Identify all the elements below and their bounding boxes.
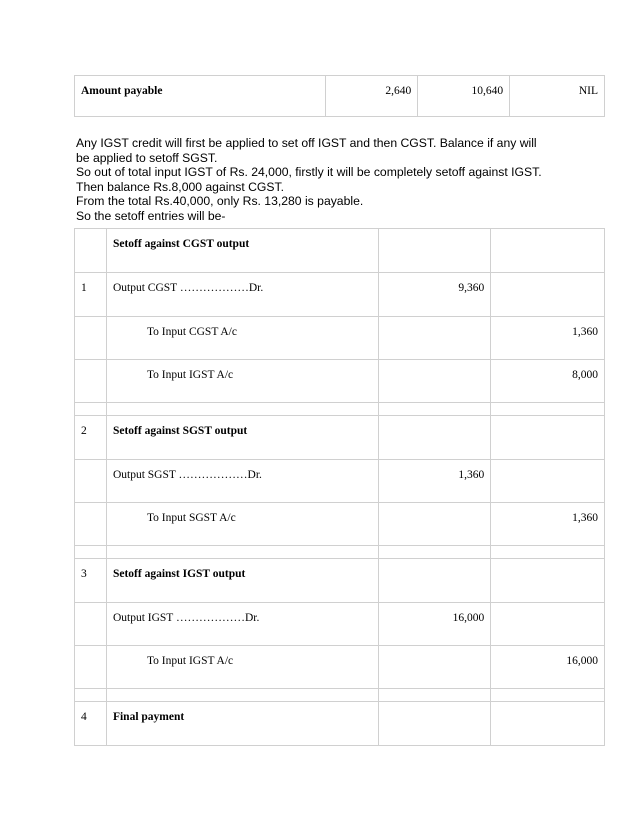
cell-debit: [379, 229, 491, 273]
credit-label: To Input SGST A/c: [106, 503, 378, 546]
credit-amount: 1,360: [491, 317, 605, 360]
debit-label: Output SGST ………………Dr.: [106, 460, 378, 503]
cell-num: [75, 317, 107, 360]
table-row: [75, 460, 605, 503]
spacer-cell: [106, 689, 378, 702]
amount-sgst-value: 10,640: [418, 76, 510, 117]
cell-credit: [491, 559, 605, 603]
spacer-cell: [379, 689, 491, 702]
spacer-cell: [75, 689, 107, 702]
cell-credit: [491, 603, 605, 646]
credit-label: To Input IGST A/c: [106, 360, 378, 403]
table-row: [75, 689, 605, 702]
table-row: [75, 416, 605, 460]
amount-payable-label: Amount payable: [75, 76, 326, 117]
entry-number: 4: [75, 702, 107, 746]
cell-debit: [379, 416, 491, 460]
spacer-cell: [75, 403, 107, 416]
cell-num: [75, 646, 107, 689]
explanation-paragraph: [76, 136, 596, 224]
table-row: [75, 702, 605, 746]
table-row: [75, 603, 605, 646]
cell-credit: [491, 273, 605, 317]
cgst-setoff-header: Setoff against CGST output: [106, 229, 378, 273]
table-row: [75, 403, 605, 416]
credit-amount: 1,360: [491, 503, 605, 546]
entry-number: 1: [75, 273, 107, 317]
cell-credit: [491, 416, 605, 460]
table-row: [75, 76, 605, 117]
paragraph-line: So out of total input IGST of Rs. 24,000, firstly it will be completely setoff against IGST.: [76, 165, 542, 180]
table-row: [75, 546, 605, 559]
debit-amount: 9,360: [379, 273, 491, 317]
paragraph-line: Then balance Rs.8,000 against CGST.: [76, 179, 284, 194]
table-row: [75, 229, 605, 273]
final-payment-header: Final payment: [106, 702, 378, 746]
cell-debit: [379, 317, 491, 360]
entry-number: 2: [75, 416, 107, 460]
spacer-cell: [106, 546, 378, 559]
table-row: [75, 360, 605, 403]
amount-cgst-value: 2,640: [326, 76, 418, 117]
debit-amount: 1,360: [379, 460, 491, 503]
igst-setoff-header: Setoff against IGST output: [106, 559, 378, 603]
debit-amount: 16,000: [379, 603, 491, 646]
cell-debit: [379, 646, 491, 689]
credit-label: To Input IGST A/c: [106, 646, 378, 689]
table-row: [75, 646, 605, 689]
spacer-cell: [491, 403, 605, 416]
credit-label: To Input CGST A/c: [106, 317, 378, 360]
cell-num: [75, 360, 107, 403]
cell-credit: [491, 702, 605, 746]
credit-amount: 8,000: [491, 360, 605, 403]
cell-num: [75, 503, 107, 546]
amount-payable-table: [74, 75, 605, 117]
paragraph-line: So the setoff entries will be-: [76, 208, 226, 223]
spacer-cell: [491, 689, 605, 702]
spacer-cell: [106, 403, 378, 416]
cell-debit: [379, 559, 491, 603]
cell-debit: [379, 702, 491, 746]
cell-credit: [491, 229, 605, 273]
spacer-cell: [491, 546, 605, 559]
debit-label: Output IGST ………………Dr.: [106, 603, 378, 646]
sgst-setoff-header: Setoff against SGST output: [106, 416, 378, 460]
spacer-cell: [379, 403, 491, 416]
cell-debit: [379, 503, 491, 546]
cell-num: [75, 460, 107, 503]
debit-label: Output CGST ………………Dr.: [106, 273, 378, 317]
credit-amount: 16,000: [491, 646, 605, 689]
paragraph-line: be applied to setoff SGST.: [76, 150, 218, 165]
cell-num: [75, 603, 107, 646]
paragraph-line: Any IGST credit will first be applied to set off IGST and then CGST. Balance if any will: [76, 136, 537, 150]
paragraph-line: From the total Rs.40,000, only Rs. 13,280 is payable.: [76, 194, 364, 209]
spacer-cell: [379, 546, 491, 559]
spacer-cell: [75, 546, 107, 559]
table-row: [75, 503, 605, 546]
setoff-entries-table: [74, 228, 605, 746]
cell-credit: [491, 460, 605, 503]
cell-num: [75, 229, 107, 273]
table-row: [75, 273, 605, 317]
cell-debit: [379, 360, 491, 403]
entry-number: 3: [75, 559, 107, 603]
table-row: [75, 317, 605, 360]
table-row: [75, 559, 605, 603]
amount-igst-value: NIL: [510, 76, 605, 117]
